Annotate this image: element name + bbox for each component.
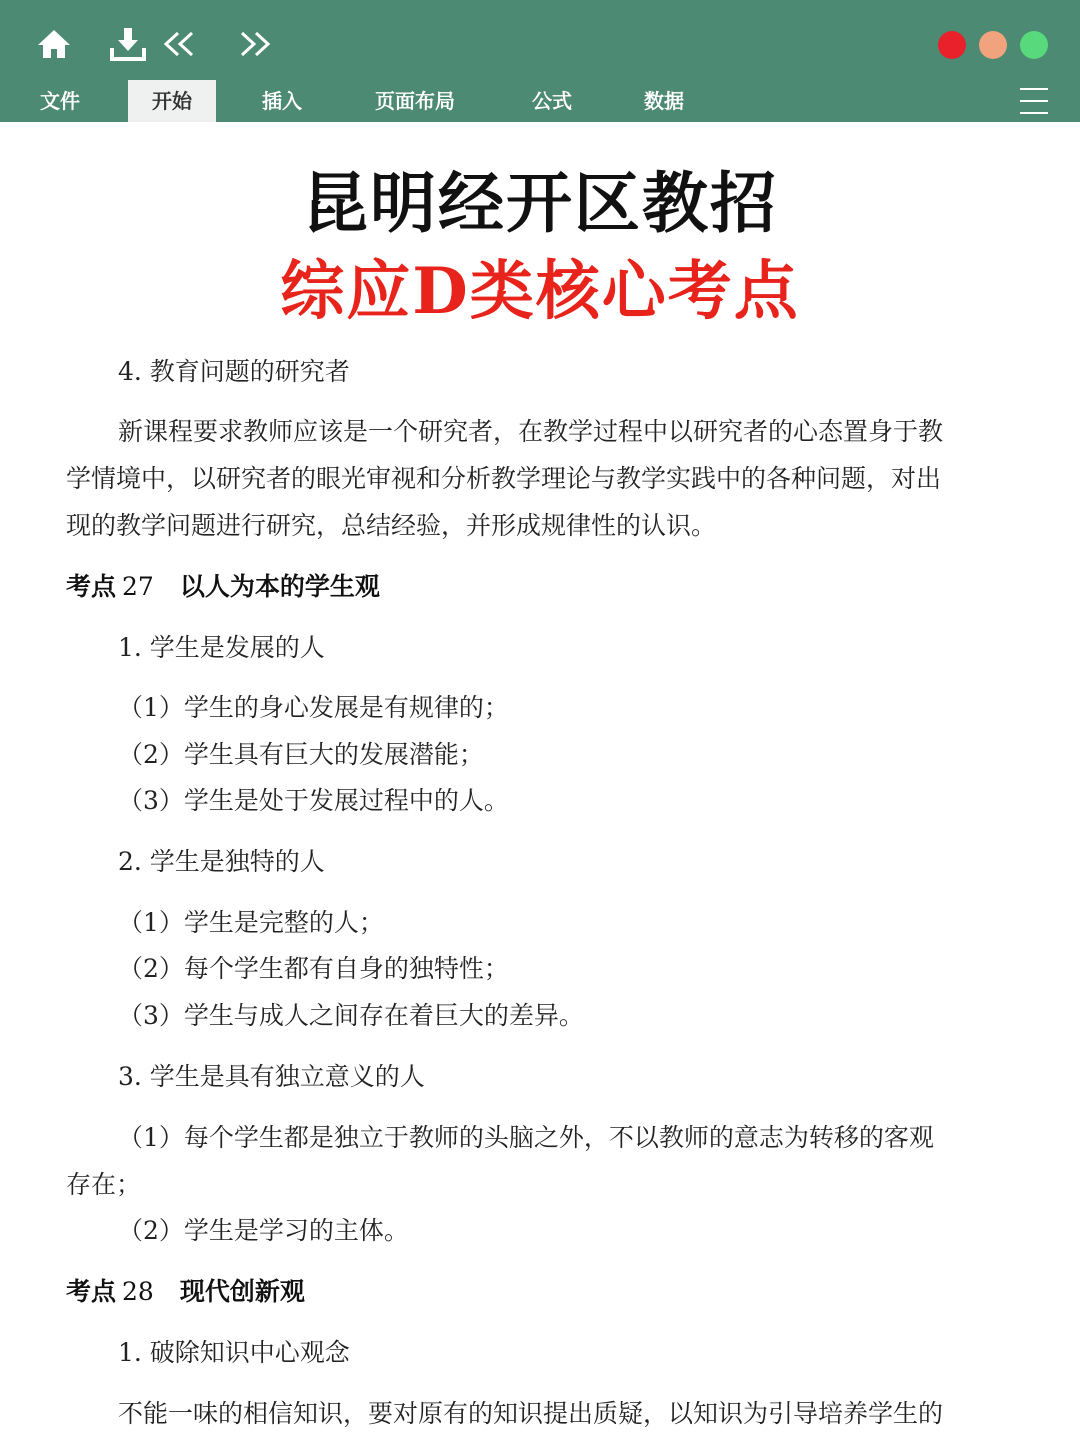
exam-point-number: 28 bbox=[122, 1277, 154, 1306]
minimize-window-dot[interactable] bbox=[979, 31, 1007, 59]
list-item: （2）学生具有巨大的发展潜能； bbox=[118, 740, 484, 769]
document-title: 昆明经开区教招 bbox=[302, 165, 778, 242]
exam-point-heading-28 bbox=[66, 1274, 305, 1310]
list-item: （2）每个学生都有自身的独特性； bbox=[118, 954, 509, 983]
exam-point-label: 考点 bbox=[66, 1277, 117, 1306]
section-heading-4: 4. 教育问题的研究者 bbox=[118, 357, 350, 386]
ribbon-tabs bbox=[0, 80, 1080, 122]
exam-point-title: 现代创新观 bbox=[179, 1277, 305, 1306]
hamburger-menu-icon[interactable] bbox=[1020, 88, 1048, 114]
tab-formulas[interactable]: 公式 bbox=[532, 89, 572, 113]
paragraph-line: 现的教学问题进行研究，总结经验，并形成规律性的认识。 bbox=[66, 511, 717, 540]
tab-data[interactable]: 数据 bbox=[644, 89, 684, 113]
paragraph-line: 学情境中，以研究者的眼光审视和分析教学理论与教学实践中的各种问题，对出 bbox=[66, 464, 942, 493]
list-item: （1）学生的身心发展是有规律的； bbox=[118, 693, 509, 722]
list-item: （3）学生与成人之间存在着巨大的差异。 bbox=[118, 1001, 584, 1030]
close-window-dot[interactable] bbox=[938, 31, 966, 59]
back-icon[interactable] bbox=[160, 24, 200, 64]
exam-point-title: 以人为本的学生观 bbox=[179, 572, 380, 601]
list-item: （1）每个学生都是独立于教师的头脑之外，不以教师的意志为转移的客观 bbox=[118, 1123, 934, 1152]
download-icon[interactable] bbox=[108, 24, 148, 64]
list-heading: 1. 学生是发展的人 bbox=[118, 633, 325, 662]
exam-point-label: 考点 bbox=[66, 572, 117, 601]
list-item: （2）学生是学习的主体。 bbox=[118, 1216, 409, 1245]
tab-page-layout[interactable]: 页面布局 bbox=[375, 89, 455, 113]
maximize-window-dot[interactable] bbox=[1020, 31, 1048, 59]
exam-point-number: 27 bbox=[122, 572, 154, 601]
home-icon[interactable] bbox=[34, 24, 74, 64]
tab-insert[interactable]: 插入 bbox=[262, 89, 302, 113]
paragraph-line: 不能一味的相信知识，要对原有的知识提出质疑，以知识为引导培养学生的 bbox=[118, 1399, 944, 1428]
forward-icon[interactable] bbox=[234, 24, 274, 64]
list-item: （1）学生是完整的人； bbox=[118, 908, 384, 937]
list-heading: 2. 学生是独特的人 bbox=[118, 847, 325, 876]
tab-home[interactable]: 开始 bbox=[128, 80, 216, 122]
app-toolbar bbox=[0, 0, 1080, 122]
list-heading: 1. 破除知识中心观念 bbox=[118, 1338, 350, 1367]
exam-point-heading-27 bbox=[66, 569, 380, 605]
list-heading: 3. 学生是具有独立意义的人 bbox=[118, 1062, 425, 1091]
tab-file[interactable]: 文件 bbox=[40, 89, 80, 113]
paragraph-line: 新课程要求教师应该是一个研究者，在教学过程中以研究者的心态置身于教 bbox=[118, 417, 944, 446]
list-item: （3）学生是处于发展过程中的人。 bbox=[118, 786, 509, 815]
list-item-continuation: 存在； bbox=[66, 1170, 142, 1199]
document-subtitle: 综应D类核心考点 bbox=[280, 254, 800, 329]
